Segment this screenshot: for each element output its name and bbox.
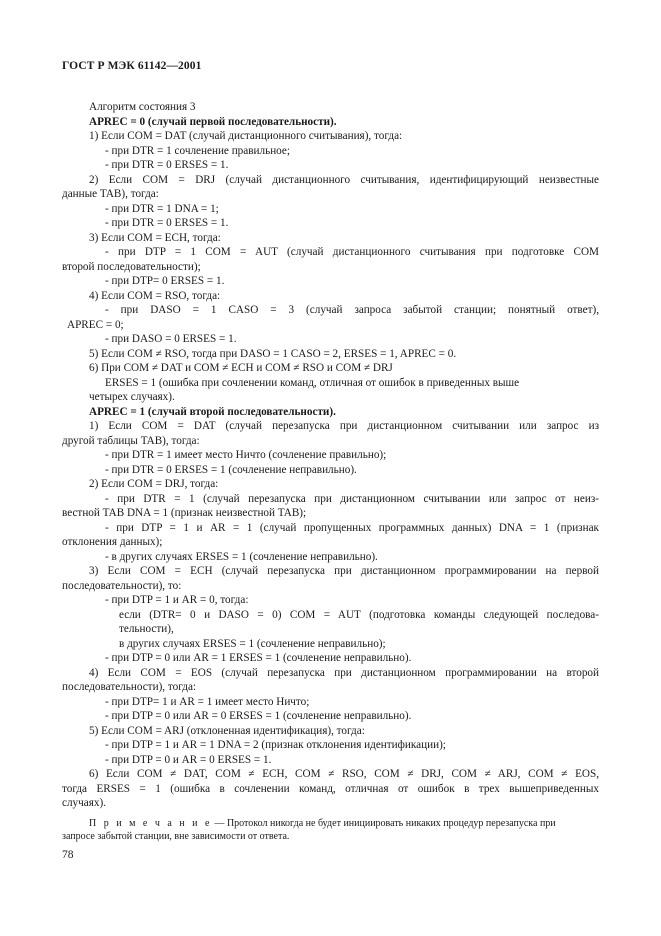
text-line: - при DASO = 1 CASO = 3 (случай запроса забытой станции; понятный ответ), xyxy=(105,304,599,316)
text-line: 3) Если COM = ECH (случай перезапуска при дистанционном программировании на первой xyxy=(89,565,599,577)
text-line: 4) Если COM = RSO, тогда: xyxy=(89,289,221,302)
document-header: ГОСТ Р МЭК 61142—2001 xyxy=(62,60,202,72)
text-line: 3) Если COM = ECH, тогда: xyxy=(89,231,221,244)
page-number: 78 xyxy=(62,849,74,861)
text-line: 5) Если COM = ARJ (отклоненная идентификация), тогда: xyxy=(89,724,365,737)
text-line: четырех случаях). xyxy=(89,391,175,403)
text-line: - при DTR = 0 ERSES = 1. xyxy=(105,217,229,229)
text-line: случаях). xyxy=(62,797,106,809)
text-line: - при DTR = 1 имеет место Ничто (сочленение правильно); xyxy=(105,449,387,461)
text-line: 1) Если COM = DAT (случай перезапуска при дистанционном считывании или запрос из xyxy=(89,420,599,432)
text-line: - при DTR = 0 ERSES = 1 (сочленение неправильно). xyxy=(105,463,357,476)
note-first-line xyxy=(89,817,599,831)
text-line: - при DTP= 0 ERSES = 1. xyxy=(105,275,225,287)
text-line: - при DASO = 0 ERSES = 1. xyxy=(105,333,237,345)
document-body xyxy=(62,100,599,844)
text-line-bold: APREC = 1 (случай второй последовательности). xyxy=(89,405,336,418)
text-line: - при DTP = 1 COM = AUT (случай дистанционного считывания при подготовке COM xyxy=(105,246,599,258)
text-line: Алгоритм состояния 3 xyxy=(89,101,196,113)
text-line: ERSES = 1 (ошибка при сочленении команд, отличная от ошибок в приведенных выше xyxy=(105,376,520,389)
text-line-bold: APREC = 0 (случай первой последовательности). xyxy=(89,115,337,128)
text-line: - при DTP= 1 и AR = 1 имеет место Ничто; xyxy=(105,695,310,708)
text-line: второй последовательности); xyxy=(62,260,201,273)
text-line: 4) Если COM = EOS (случай перезапуска при дистанционном программировании на второй xyxy=(89,666,599,679)
text-line: - при DTR = 0 ERSES = 1. xyxy=(105,159,229,171)
text-line: вестной TAB DNA = 1 (признак неизвестной TAB); xyxy=(62,507,307,519)
text-line: другой таблицы TAB), тогда: xyxy=(62,434,200,447)
text-line: если (DTR= 0 и DASO = 0) COM = AUT (подготовка команды следующей последова- xyxy=(119,608,599,621)
text-line: последовательности), тогда: xyxy=(62,681,197,693)
text-line: последовательности), то: xyxy=(62,579,182,592)
text-line: тогда ERSES = 1 (ошибка в сочленении команд, отличная от ошибок в трех вышеприведенных xyxy=(62,782,599,795)
text-line: 2) Если COM = DRJ (случай дистанционного считывания, идентифицирующий неизвестные xyxy=(89,173,599,186)
text-line: тельности), xyxy=(119,623,174,635)
text-line: - в других случаях ERSES = 1 (сочленение неправильно). xyxy=(105,550,378,563)
text-line: 6) Если COM ≠ DAT, COM ≠ ECH, COM ≠ RSO, COM ≠ DRJ, COM ≠ ARJ, COM ≠ EOS, xyxy=(89,768,599,780)
text-line: в других случаях ERSES = 1 (сочленение неправильно); xyxy=(119,637,386,650)
note-text: — Протокол никогда не будет инициировать никаких процедур перезапуска при xyxy=(211,817,556,829)
text-line: - при DTP = 1 и AR = 1 (случай пропущенных программных данных) DNA = 1 (признак xyxy=(105,521,599,534)
text-line: 2) Если COM = DRJ, тогда: xyxy=(89,478,219,490)
text-line: отклонения данных); xyxy=(62,536,163,548)
note-label: П р и м е ч а н и е xyxy=(89,817,212,829)
text-line: - при DTR = 1 (случай перезапуска при дистанционном считывании или запрос от неиз- xyxy=(105,492,599,505)
text-line: 5) Если COM ≠ RSO, тогда при DASO = 1 CASO = 2, ERSES = 1, APREC = 0. xyxy=(89,347,457,360)
text-line: - при DTP = 0 и AR = 0 ERSES = 1. xyxy=(105,753,272,766)
text-line: - при DTP = 1 и AR = 0, тогда: xyxy=(105,594,249,606)
text-line: - при DTR = 1 сочленение правильное; xyxy=(105,144,290,157)
text-line: данные TAB), тогда: xyxy=(62,188,159,200)
text-line: APREC = 0; xyxy=(67,318,124,331)
note-second-line: запросе забытой станции, вне зависимости от ответа. xyxy=(62,831,290,842)
text-line: 6) При COM ≠ DAT и COM ≠ ECH и COM ≠ RSO и COM ≠ DRJ xyxy=(89,362,393,374)
text-line: - при DTR = 1 DNA = 1; xyxy=(105,202,219,215)
text-line: 1) Если COM = DAT (случай дистанционного считывания), тогда: xyxy=(89,130,403,142)
text-line: - при DTP = 0 или AR = 1 ERSES = 1 (сочленение неправильно). xyxy=(105,652,412,664)
text-line: - при DTP = 1 и AR = 1 DNA = 2 (признак отклонения идентификации); xyxy=(105,739,446,751)
note-block xyxy=(62,817,599,844)
text-line: - при DTP = 0 или AR = 0 ERSES = 1 (сочленение неправильно). xyxy=(105,710,412,722)
